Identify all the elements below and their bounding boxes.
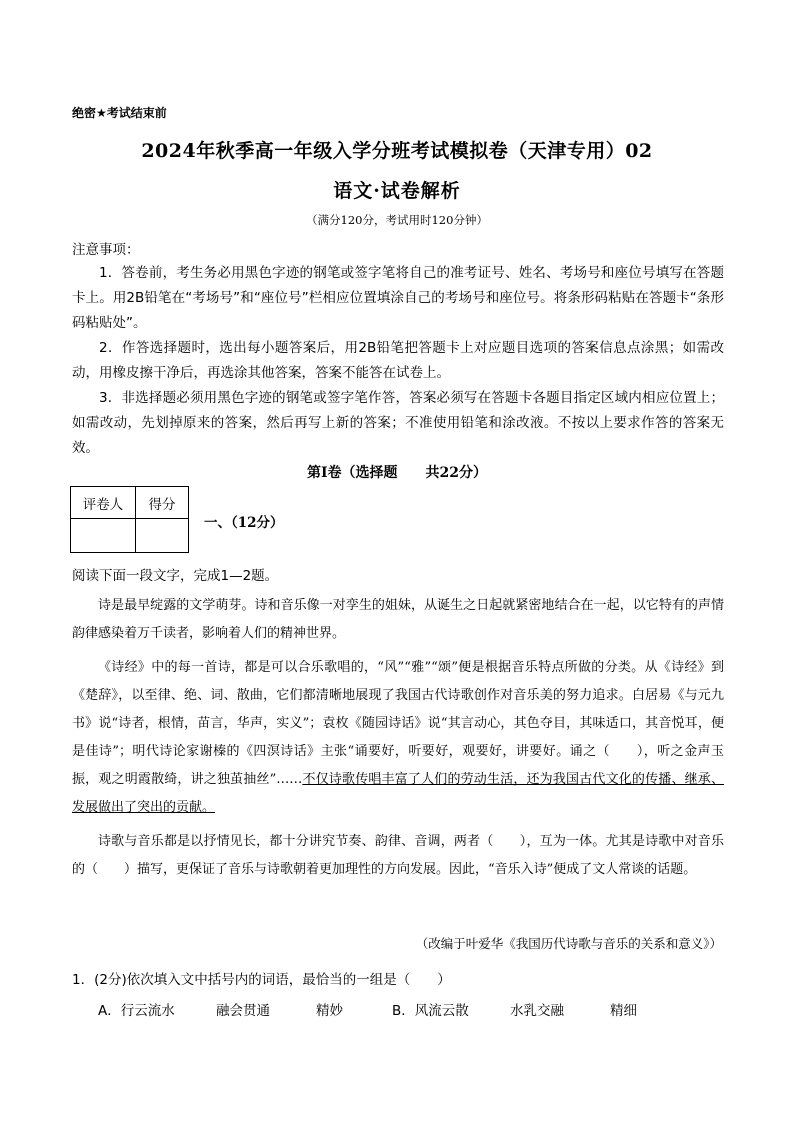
confidential-label: 绝密★考试结束前 (72, 106, 167, 120)
exam-subtitle: 语文·试卷解析 (333, 180, 461, 202)
notes-list (72, 261, 724, 461)
passage-paragraph-1: 诗是最早绽露的文学萌芽。诗和音乐像一对孪生的姐妹，从诞生之日起就紧密地结合在一起，以它特有的声情韵律感染着万千读者，影响着人们的精神世界。 (72, 598, 724, 641)
score-cell (136, 519, 189, 553)
option-b-word-2: 水乳交融 (510, 1003, 564, 1019)
question-1-stem: 1．(2分)依次填入文中括号内的词语，最恰当的一组是（ ） (72, 972, 451, 988)
grader-header: 评卷人 (71, 487, 136, 519)
underlined-sentence: 不仅诗歌传唱丰富了人们的劳动生活，还为我国古代文化的传播、继承、发展做出了突出的贡献。 (72, 772, 724, 815)
reading-instruction: 阅读下面一段文字，完成1—2题。 (72, 568, 279, 584)
question-group-heading: 一、（12分） (204, 515, 284, 531)
passage-source: （改编于叶爱华《我国历代诗歌与音乐的关系和意义》） (415, 936, 722, 951)
reading-passage (72, 592, 724, 890)
note-item-1: 1．答卷前，考生务必用黑色字迹的钢笔或签字笔将自己的准考证号、姓名、考场号和座位号填写在答题卡上。用2B铅笔在“考场号”和“座位号”栏相应位置填涂自己的考场号和座位号。将条形码粘贴在答题卡“条形码粘贴处”。 (72, 265, 724, 331)
score-time-note: （满分120分，考试用时120分钟） (306, 213, 488, 227)
score-header: 得分 (136, 487, 189, 519)
passage-paragraph-2 (72, 654, 724, 822)
note-item-2: 2．作答选择题时，选出每小题答案后，用2B铅笔把答题卡上对应题目选项的答案信息点涂黑；如需改动，用橡皮擦干净后，再选涂其他答案，答案不能答在试卷上。 (72, 340, 724, 381)
grader-cell (71, 519, 136, 553)
passage-paragraph-2-text: 《诗经》中的每一首诗，都是可以合乐歌唱的，“风”“雅”“颂”便是根据音乐特点所做的分类。从《诗经》到《楚辞》，以至律、绝、词、散曲，它们都清晰地展现了我国古代诗歌创作对音乐美的努力追求。白居易《与元九书》说“诗者，根情，苗言，华声，实义”；袁枚《随园诗话》说“其言动心，其色夺目，其味适口，其音悦耳，便是佳诗”；明代诗论家谢榛的《四溟诗话》主张“诵要好，听要好，观要好，讲要好。诵之（ ），听之金声玉振，观之明霞散绮，讲之独茧抽丝”…… (72, 660, 724, 787)
exam-title: 2024年秋季高一年级入学分班考试模拟卷（天津专用）02 (141, 140, 653, 162)
grader-table (70, 486, 189, 553)
option-a-word-2: 融会贯通 (216, 1003, 270, 1019)
note-item-3: 3．非选择题必须用黑色字迹的钢笔或签字笔作答，答案必须写在答题卡各题目指定区域内相应位置上；如需改动，先划掉原来的答案，然后再写上新的答案；不准使用铅笔和涂改液。不按以上要求作答的答案无效。 (72, 390, 724, 456)
section-title-part1: 第Ⅰ卷（选择题 (306, 465, 398, 481)
option-b: B．风流云散 (392, 1003, 469, 1019)
passage-paragraph-3: 诗歌与音乐都是以抒情见长，都十分讲究节奏、韵律、音调，两者（ ），互为一体。尤其是诗歌中对音乐的（ ）描写，更保证了音乐与诗歌朝着更加理性的方向发展。因此，“音乐入诗”便成了文人常谈的话题。 (72, 834, 724, 877)
notes-heading: 注意事项： (72, 242, 140, 258)
option-a: A．行云流水 (98, 1003, 175, 1019)
section-title-part2: 共22分） (425, 465, 488, 481)
section-title (0, 462, 794, 482)
option-a-word-3: 精妙 (316, 1003, 343, 1019)
option-b-word-3: 精细 (610, 1003, 637, 1019)
